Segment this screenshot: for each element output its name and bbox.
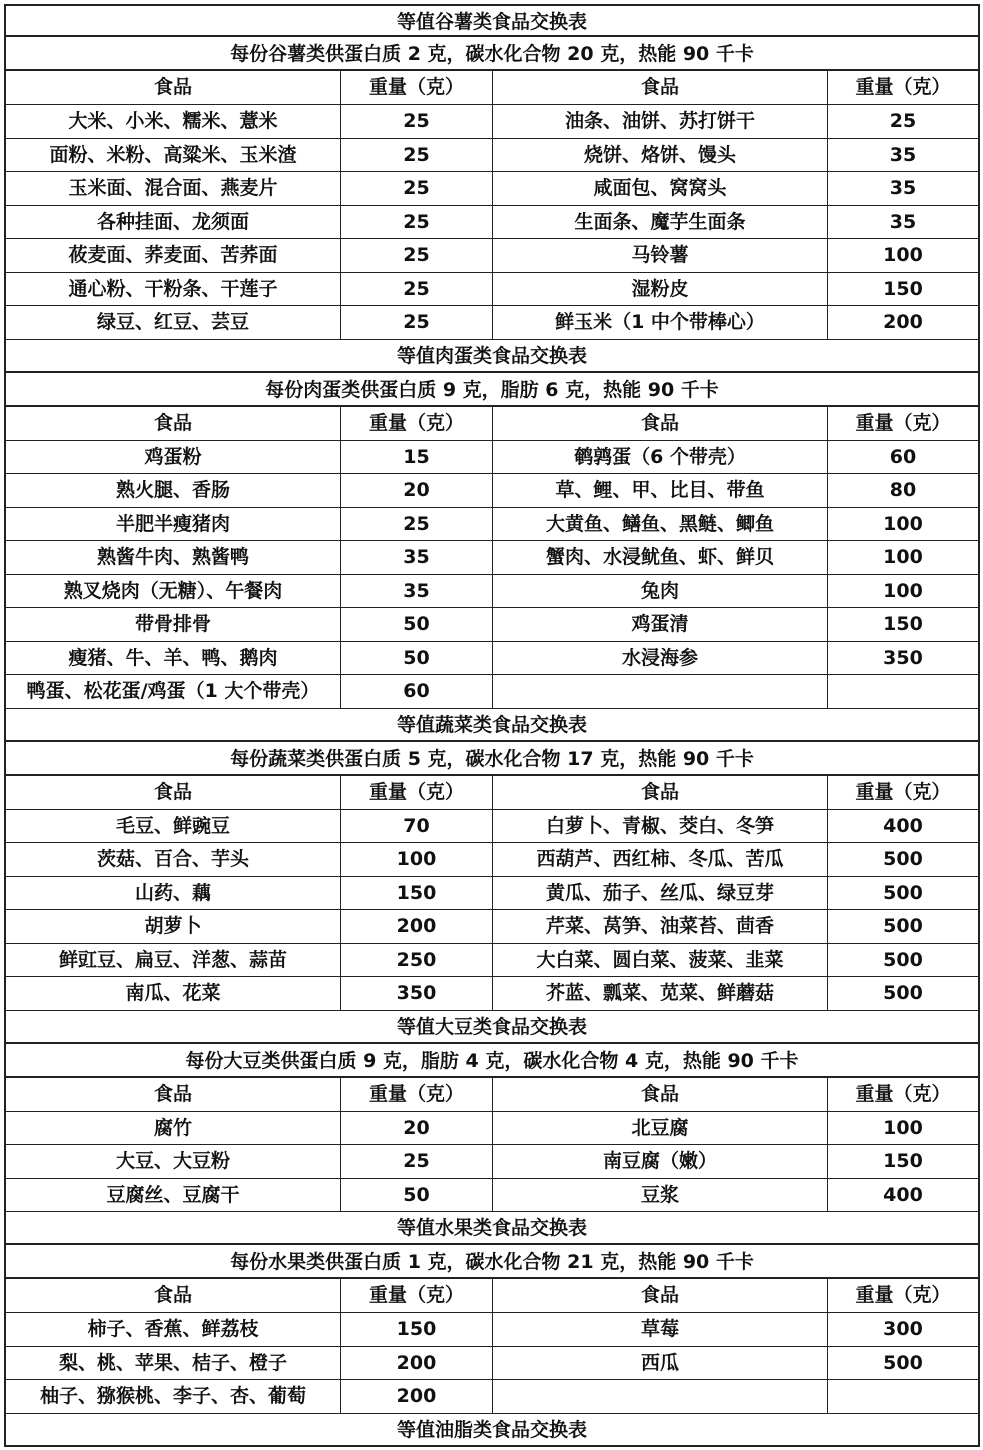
food-cell: 草、鲤、甲、比目、带鱼 (493, 474, 828, 507)
weight-cell: 400 (883, 814, 923, 837)
table-row (4, 1179, 980, 1213)
column-header: 重量（克） (855, 780, 951, 803)
weight-cell: 20 (341, 1112, 493, 1145)
column-header: 重量（克） (341, 1078, 493, 1111)
food-cell: 蟹肉、水浸鱿鱼、虾、鲜贝 (493, 541, 828, 574)
food-cell: 绿豆、红豆、芸豆 (6, 306, 341, 339)
table-row (4, 239, 980, 273)
food-cell: 柿子、香蕉、鲜荔枝 (6, 1313, 341, 1346)
table-row (4, 541, 980, 575)
food-cell: 南瓜、花菜 (6, 977, 341, 1010)
food-cell: 西葫芦、西红柿、冬瓜、苦瓜 (493, 843, 828, 876)
weight-cell: 35 (889, 143, 917, 166)
weight-cell: 25 (341, 1145, 493, 1178)
table-row (4, 675, 980, 709)
column-header: 重量（克） (341, 1279, 493, 1312)
food-cell: 大黄鱼、鳝鱼、黑鲢、鲫鱼 (493, 508, 828, 541)
food-cell: 面粉、米粉、高粱米、玉米渣 (6, 139, 341, 172)
food-cell: 玉米面、混合面、燕麦片 (6, 172, 341, 205)
weight-cell: 100 (883, 1116, 923, 1139)
column-header: 食品 (493, 407, 828, 440)
table-header-row (4, 407, 980, 441)
section-subtitle: 每份大豆类供蛋白质 9 克，脂肪 4 克，碳水化合物 4 克，热能 90 千卡 (4, 1044, 980, 1078)
table-header-row (4, 71, 980, 105)
weight-cell: 150 (883, 613, 923, 635)
table-row (4, 575, 980, 609)
weight-cell: 60 (341, 675, 493, 708)
table-row (4, 944, 980, 978)
section-title: 等值肉蛋类食品交换表 (4, 340, 980, 373)
table-row (4, 172, 980, 206)
column-header: 食品 (6, 1279, 341, 1312)
weight-cell: 500 (883, 881, 923, 904)
section-subtitle: 每份肉蛋类供蛋白质 9 克，脂肪 6 克，热能 90 千卡 (4, 373, 980, 407)
column-header: 重量（克） (341, 407, 493, 440)
table-header-row (4, 776, 980, 810)
column-header: 重量（克） (341, 776, 493, 809)
food-cell: 鸡蛋清 (493, 608, 828, 641)
food-cell: 草莓 (493, 1313, 828, 1346)
food-cell: 熟叉烧肉（无糖）、午餐肉 (6, 575, 341, 608)
weight-cell: 25 (341, 206, 493, 239)
weight-cell: 200 (341, 1347, 493, 1380)
food-cell: 大豆、大豆粉 (6, 1145, 341, 1178)
weight-cell: 150 (341, 1313, 493, 1346)
food-cell: 山药、藕 (6, 877, 341, 910)
food-cell: 南豆腐（嫩） (493, 1145, 828, 1178)
weight-cell: 100 (883, 512, 923, 535)
table-row (4, 441, 980, 475)
weight-cell: 35 (341, 541, 493, 574)
section-subtitle: 每份水果类供蛋白质 1 克，碳水化合物 21 克，热能 90 千卡 (4, 1245, 980, 1279)
food-cell: 梨、桃、苹果、桔子、橙子 (6, 1347, 341, 1380)
weight-cell: 25 (341, 508, 493, 541)
table-row (4, 1380, 980, 1414)
weight-cell (828, 675, 978, 708)
column-header: 食品 (6, 71, 341, 104)
food-cell: 鲜玉米（1 中个带棒心） (493, 306, 828, 339)
weight-cell: 80 (889, 479, 917, 501)
food-cell: 通心粉、干粉条、干莲子 (6, 273, 341, 306)
weight-cell: 60 (889, 445, 917, 468)
weight-cell: 35 (889, 177, 917, 199)
weight-cell: 500 (883, 982, 923, 1004)
weight-cell: 350 (883, 646, 923, 669)
food-cell: 大米、小米、糯米、薏米 (6, 105, 341, 138)
weight-cell: 150 (341, 877, 493, 910)
food-cell: 半肥半瘦猪肉 (6, 508, 341, 541)
section-subtitle: 每份谷薯类供蛋白质 2 克，碳水化合物 20 克，热能 90 千卡 (4, 37, 980, 71)
weight-cell: 200 (341, 910, 493, 943)
weight-cell: 200 (341, 1380, 493, 1413)
food-cell (493, 1380, 828, 1413)
weight-cell: 20 (341, 474, 493, 507)
column-header: 重量（克） (855, 76, 951, 98)
food-cell: 生面条、魔芋生面条 (493, 206, 828, 239)
food-cell: 鸡蛋粉 (6, 441, 341, 474)
weight-cell: 15 (341, 441, 493, 474)
food-cell: 油条、油饼、苏打饼干 (493, 105, 828, 138)
table-row (4, 608, 980, 642)
weight-cell: 50 (341, 1179, 493, 1212)
exchange-table-document (4, 4, 980, 1447)
food-cell: 北豆腐 (493, 1112, 828, 1145)
table-row (4, 910, 980, 944)
column-header: 食品 (6, 407, 341, 440)
food-cell: 毛豆、鲜豌豆 (6, 810, 341, 843)
food-cell: 芹菜、莴笋、油菜苔、茴香 (493, 910, 828, 943)
food-cell: 豆浆 (493, 1179, 828, 1212)
weight-cell: 25 (341, 239, 493, 272)
weight-cell: 100 (883, 579, 923, 602)
food-cell: 瘦猪、牛、羊、鸭、鹅肉 (6, 642, 341, 675)
food-cell (493, 675, 828, 708)
section-title: 等值油脂类食品交换表 (4, 1414, 980, 1447)
table-row (4, 1145, 980, 1179)
weight-cell: 350 (341, 977, 493, 1010)
table-row (4, 508, 980, 542)
table-header-row (4, 1078, 980, 1112)
weight-cell: 250 (341, 944, 493, 977)
column-header: 食品 (493, 1078, 828, 1111)
food-cell: 茨菇、百合、芋头 (6, 843, 341, 876)
food-cell: 水浸海参 (493, 642, 828, 675)
weight-cell: 100 (883, 244, 923, 266)
section-subtitle: 每份蔬菜类供蛋白质 5 克，碳水化合物 17 克，热能 90 千卡 (4, 742, 980, 776)
food-cell: 马铃薯 (493, 239, 828, 272)
weight-cell: 35 (889, 210, 917, 233)
food-cell: 熟火腿、香肠 (6, 474, 341, 507)
weight-cell: 150 (883, 277, 923, 300)
column-header: 食品 (493, 71, 828, 104)
table-row (4, 1112, 980, 1146)
table-row (4, 1313, 980, 1347)
table-row (4, 977, 980, 1011)
table-row (4, 139, 980, 173)
section-title: 等值水果类食品交换表 (4, 1212, 980, 1245)
weight-cell: 70 (341, 810, 493, 843)
food-cell: 带骨排骨 (6, 608, 341, 641)
weight-cell: 25 (341, 273, 493, 306)
weight-cell: 50 (341, 642, 493, 675)
column-header: 重量（克） (855, 1082, 951, 1105)
column-header: 重量（克） (341, 71, 493, 104)
weight-cell: 25 (341, 139, 493, 172)
column-header: 食品 (6, 1078, 341, 1111)
weight-cell: 25 (341, 306, 493, 339)
food-cell: 湿粉皮 (493, 273, 828, 306)
table-row (4, 843, 980, 877)
table-row (4, 273, 980, 307)
column-header: 食品 (493, 1279, 828, 1312)
column-header: 重量（克） (855, 411, 951, 434)
table-row (4, 877, 980, 911)
weight-cell: 400 (883, 1183, 923, 1206)
food-cell: 白萝卜、青椒、茭白、冬笋 (493, 810, 828, 843)
weight-cell: 35 (341, 575, 493, 608)
weight-cell: 25 (341, 105, 493, 138)
section-title: 等值大豆类食品交换表 (4, 1011, 980, 1044)
food-cell: 烧饼、烙饼、馒头 (493, 139, 828, 172)
table-header-row (4, 1279, 980, 1313)
food-cell: 莜麦面、荞麦面、苦荞面 (6, 239, 341, 272)
food-cell: 鲜豇豆、扁豆、洋葱、蒜苗 (6, 944, 341, 977)
table-row (4, 105, 980, 139)
table-row (4, 1347, 980, 1381)
food-cell: 鹌鹑蛋（6 个带壳） (493, 441, 828, 474)
food-cell: 豆腐丝、豆腐干 (6, 1179, 341, 1212)
food-cell: 各种挂面、龙须面 (6, 206, 341, 239)
food-cell: 西瓜 (493, 1347, 828, 1380)
weight-cell: 200 (883, 311, 923, 333)
food-cell: 黄瓜、茄子、丝瓜、绿豆芽 (493, 877, 828, 910)
weight-cell: 25 (341, 172, 493, 205)
column-header: 食品 (493, 776, 828, 809)
food-cell: 鸭蛋、松花蛋/鸡蛋（1 大个带壳） (6, 675, 341, 708)
food-cell: 咸面包、窝窝头 (493, 172, 828, 205)
food-cell: 芥蓝、瓢菜、苋菜、鲜蘑菇 (493, 977, 828, 1010)
table-row (4, 642, 980, 676)
food-cell: 熟酱牛肉、熟酱鸭 (6, 541, 341, 574)
food-cell: 柚子、猕猴桃、李子、杏、葡萄 (6, 1380, 341, 1413)
weight-cell: 500 (883, 1351, 923, 1374)
weight-cell: 100 (341, 843, 493, 876)
table-row (4, 474, 980, 508)
weight-cell: 25 (889, 110, 917, 132)
food-cell: 腐竹 (6, 1112, 341, 1145)
table-row (4, 306, 980, 340)
weight-cell: 300 (883, 1318, 923, 1340)
weight-cell: 50 (341, 608, 493, 641)
food-cell: 兔肉 (493, 575, 828, 608)
weight-cell: 500 (883, 948, 923, 971)
column-header: 食品 (6, 776, 341, 809)
table-row (4, 810, 980, 844)
food-cell: 胡萝卜 (6, 910, 341, 943)
weight-cell (828, 1380, 978, 1413)
section-title: 等值谷薯类食品交换表 (4, 4, 980, 37)
weight-cell: 150 (883, 1150, 923, 1172)
food-cell: 大白菜、圆白菜、菠菜、韭菜 (493, 944, 828, 977)
column-header: 重量（克） (855, 1284, 951, 1306)
weight-cell: 500 (883, 848, 923, 870)
weight-cell: 500 (883, 915, 923, 937)
weight-cell: 100 (883, 546, 923, 568)
section-title: 等值蔬菜类食品交换表 (4, 709, 980, 742)
table-row (4, 206, 980, 240)
